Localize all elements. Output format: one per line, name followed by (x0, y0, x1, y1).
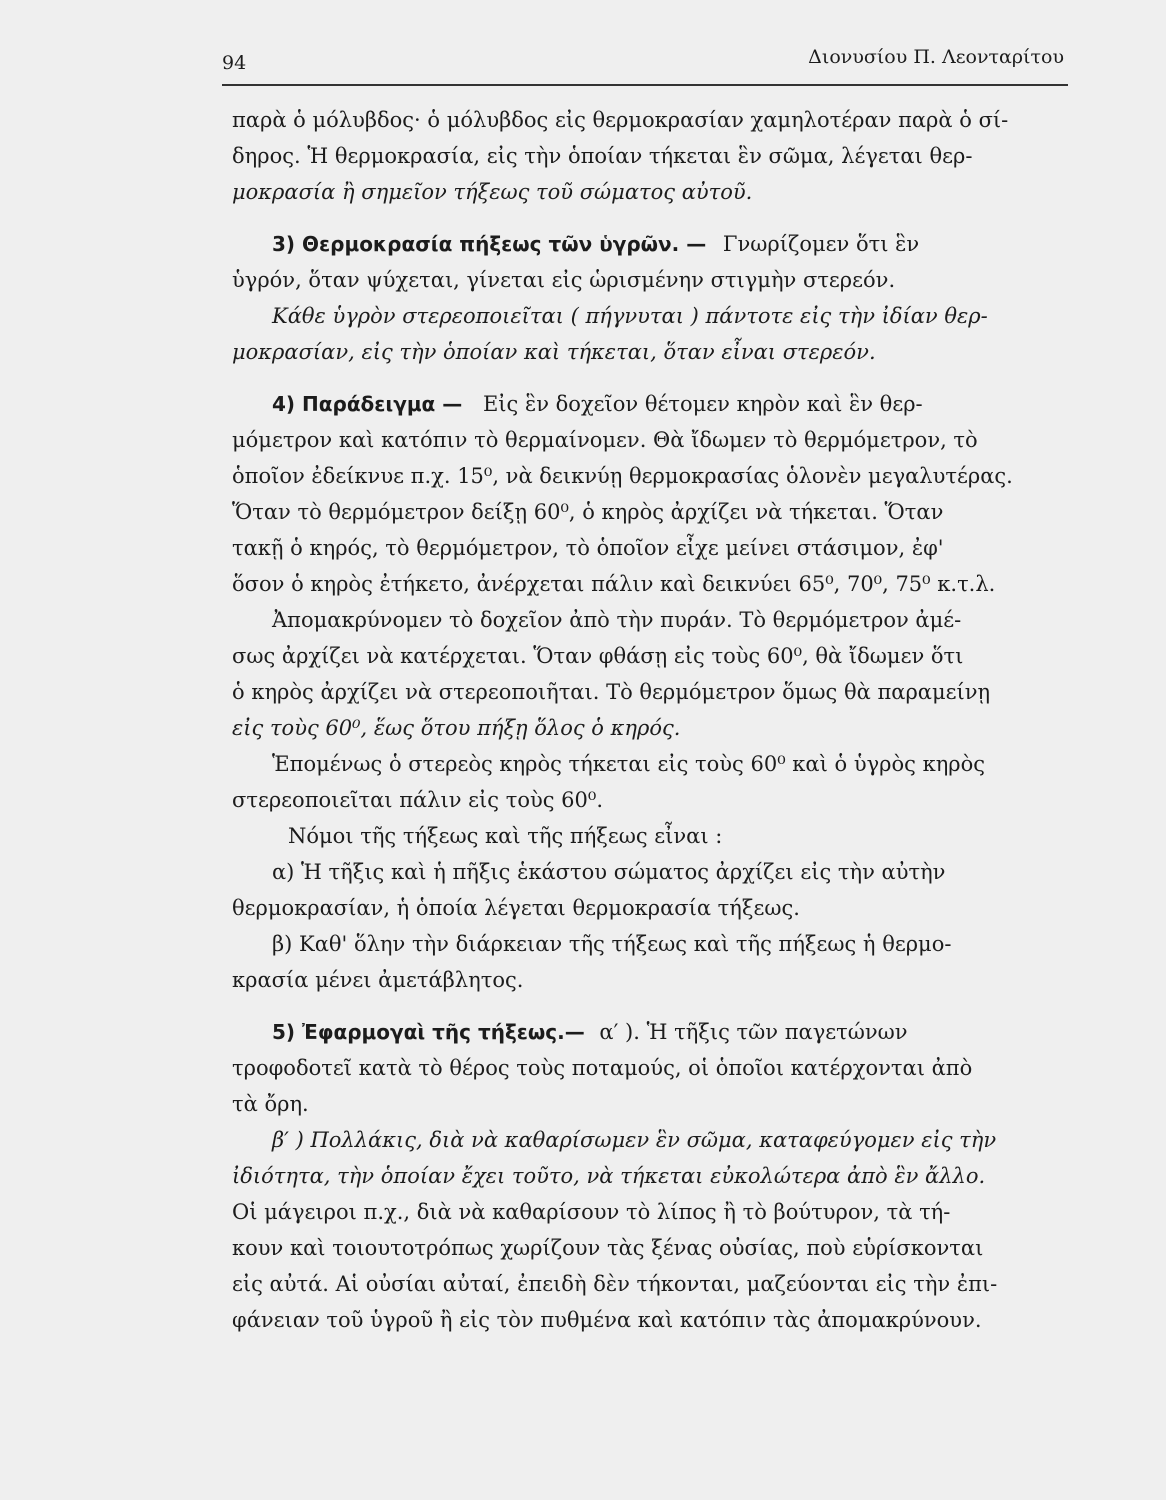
text-line: ὁποῖον ἐδείκνυε π.χ. 15⁰, νὰ δεικνύῃ θερμοκρασίας ὁλονὲν μεγαλυτέρας. (232, 464, 1013, 488)
text-line: μοκρασία ἢ σημεῖον τήξεως τοῦ σώματος αὐτοῦ. (232, 180, 753, 204)
section-5-first-line (232, 1014, 1078, 1050)
text-line: φάνειαν τοῦ ὑγροῦ ἢ εἰς τὸν πυθμένα καὶ κατόπιν τὰς ἀπομακρύνουν. (232, 1308, 982, 1332)
page-body (232, 102, 1078, 1338)
text-line: Ὅταν τὸ θερμόμετρον δείξῃ 60⁰, ὁ κηρὸς ἀρχίζει νὰ τήκεται. Ὅταν (232, 500, 944, 524)
text-line: παρὰ ὁ μόλυβδος· ὁ μόλυβδος εἰς θερμοκρασίαν χαμηλοτέραν παρὰ ὁ σί- (232, 108, 1009, 132)
text-run: Γνωρίζομεν ὅτι ἓν (722, 232, 920, 256)
text-line: ὁ κηρὸς ἀρχίζει νὰ στερεοποιῆται. Τὸ θερμόμετρον ὅμως θὰ παραμείνῃ (232, 680, 991, 704)
text-line: κρασία μένει ἀμετάβλητος. (232, 968, 524, 992)
text-line: σως ἀρχίζει νὰ κατέρχεται. Ὅταν φθάσῃ εἰς τοὺς 60⁰, θὰ ἴδωμεν ὅτι (232, 644, 964, 668)
text-line: εἰς αὐτά. Αἱ οὐσίαι αὐταί, ἐπειδὴ δὲν τήκονται, μαζεύονται εἰς τὴν ἐπι- (232, 1272, 998, 1296)
text-run: Εἰς ἓν δοχεῖον θέτομεν κηρὸν καὶ ἓν θερ- (482, 392, 923, 416)
section-3-first-line (232, 226, 1078, 262)
text-run: α′ ). Ἡ τῆξις τῶν παγετώνων (599, 1020, 908, 1044)
section-3-heading: 3) Θερμοκρασία πήξεως τῶν ὑγρῶν. — (272, 232, 707, 256)
text-line: ὑγρόν, ὅταν ψύχεται, γίνεται εἰς ὡρισμένην στιγμὴν στερεόν. (232, 268, 896, 292)
page-header (222, 40, 1070, 80)
text-line: ἰδιότητα, τὴν ὁποίαν ἔχει τοῦτο, νὰ τήκεται εὐκολώτερα ἀπὸ ἓν ἄλλο. (232, 1164, 986, 1188)
section-4-first-line (232, 386, 1078, 422)
header-rule (222, 84, 1068, 86)
running-title: Διονυσίου Π. Λεονταρίτου (808, 46, 1064, 68)
text-line: Οἱ μάγειροι π.χ., διὰ νὰ καθαρίσουν τὸ λίπος ἢ τὸ βούτυρον, τὰ τή- (232, 1200, 951, 1224)
text-line: Ἀπομακρύνομεν τὸ δοχεῖον ἀπὸ τὴν πυράν. Τὸ θερμόμετρον ἀμέ- (272, 608, 962, 632)
text-line: στερεοποιεῖται πάλιν εἰς τοὺς 60⁰. (232, 788, 603, 812)
text-line: εἰς τοὺς 60⁰, ἕως ὅτου πήξῃ ὅλος ὁ κηρός. (232, 716, 681, 740)
text-line: θερμοκρασίαν, ἡ ὁποία λέγεται θερμοκρασία τήξεως. (232, 896, 800, 920)
text-line: τροφοδοτεῖ κατὰ τὸ θέρος τοὺς ποταμούς, οἱ ὁποῖοι κατέρχονται ἀπὸ (232, 1056, 973, 1080)
text-line: β′ ) Πολλάκις, διὰ νὰ καθαρίσωμεν ἓν σῶμα, καταφεύγομεν εἰς τὴν (272, 1128, 997, 1152)
text-line: μόμετρον καὶ κατόπιν τὸ θερμαίνομεν. Θὰ ἴδωμεν τὸ θερμόμετρον, τὸ (232, 428, 978, 452)
text-line: ὅσον ὁ κηρὸς ἐτήκετο, ἀνέρχεται πάλιν καὶ δεικνύει 65⁰, 70⁰, 75⁰ κ.τ.λ. (232, 572, 996, 596)
section-4-heading: 4) Παράδειγμα — (272, 392, 463, 416)
text-line: δηρος. Ἡ θερμοκρασία, εἰς τὴν ὁποίαν τήκεται ἓν σῶμα, λέγεται θερ- (232, 144, 973, 168)
page-number: 94 (222, 52, 247, 74)
text-line: τακῇ ὁ κηρός, τὸ θερμόμετρον, τὸ ὁποῖον εἶχε μείνει στάσιμον, ἐφ' (232, 536, 944, 560)
text-line: β) Καθ' ὅλην τὴν διάρκειαν τῆς τήξεως καὶ τῆς πήξεως ἡ θερμο- (272, 932, 952, 956)
text-line: μοκρασίαν, εἰς τὴν ὁποίαν καὶ τήκεται, ὅταν εἶναι στερεόν. (232, 340, 876, 364)
text-line: τὰ ὄρη. (232, 1092, 309, 1116)
text-line: Κάθε ὑγρὸν στερεοποιεῖται ( πήγνυται ) πάντοτε εἰς τὴν ἰδίαν θερ- (272, 304, 988, 328)
text-line: Ἑπομένως ὁ στερεὸς κηρὸς τήκεται εἰς τοὺς 60⁰ καὶ ὁ ὑγρὸς κηρὸς (272, 752, 986, 776)
text-line: κουν καὶ τοιουτοτρόπως χωρίζουν τὰς ξένας οὐσίας, ποὺ εὑρίσκονται (232, 1236, 984, 1260)
text-line: Νόμοι τῆς τήξεως καὶ τῆς πήξεως εἶναι : (288, 824, 723, 848)
text-line: α) Ἡ τῆξις καὶ ἡ πῆξις ἑκάστου σώματος ἀρχίζει εἰς τὴν αὐτὴν (272, 860, 946, 884)
section-5-heading: 5) Ἐφαρμογαὶ τῆς τήξεως.— (272, 1020, 585, 1044)
